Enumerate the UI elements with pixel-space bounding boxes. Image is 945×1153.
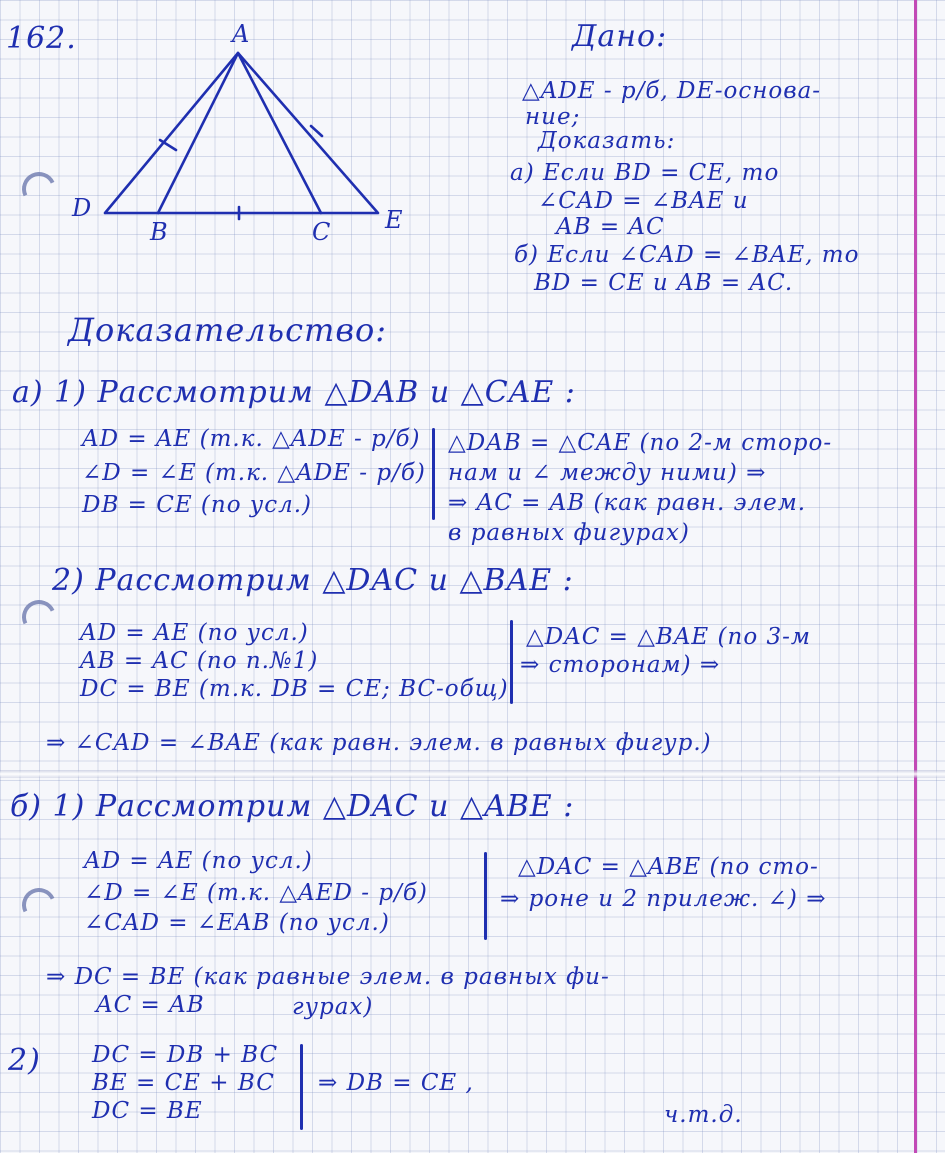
b2-line-1: DC = DB + BC <box>92 1042 279 1068</box>
a2-left-line-2: AB = AC (по п.№1) <box>80 648 319 674</box>
part-a1-title: а) 1) Рассмотрим △DAB и △CAE : <box>12 375 576 410</box>
given-line-a2: ∠CAD = ∠BAE и <box>538 188 749 214</box>
label-vertex-d: D <box>72 194 93 222</box>
given-line-a3: AB = AC <box>556 214 665 240</box>
a1-left-line-2: ∠D = ∠E (т.к. △ADE - р/б) <box>82 460 426 486</box>
proof-heading: Доказательство: <box>68 311 388 349</box>
a1-right-line-4: в равных фигурах) <box>448 520 690 546</box>
a2-left-line-1: AD = AE (по усл.) <box>80 620 309 646</box>
system-brace <box>510 620 513 704</box>
a1-left-line-1: AD = AE (т.к. △ADE - р/б) <box>82 426 421 452</box>
prove-heading: Доказать: <box>538 128 676 154</box>
qed-mark: ч.т.д. <box>664 1102 743 1128</box>
a1-right-line-2: нам и ∠ между ними) ⇒ <box>448 460 767 486</box>
b2-result: ⇒ DB = CE , <box>318 1070 474 1096</box>
b1-conclusion-line-2: AC = AB <box>96 992 205 1018</box>
triangle-ade <box>105 53 378 213</box>
part-a2-title: 2) Рассмотрим △DAC и △BAE : <box>52 563 574 598</box>
part-b1-title: б) 1) Рассмотрим △DAC и △ABE : <box>10 789 575 824</box>
label-point-b: B <box>150 218 169 246</box>
b2-line-2: BE = CE + BC <box>92 1070 275 1096</box>
b1-conclusion-line-3: гурах) <box>292 994 374 1020</box>
system-brace <box>432 428 435 520</box>
label-vertex-a: A <box>232 20 251 48</box>
a2-conclusion: ⇒ ∠CAD = ∠BAE (как равн. элем. в равных фигур.) <box>46 730 712 756</box>
a1-right-line-3: ⇒ AC = AB (как равн. элем. <box>448 490 807 516</box>
b1-left-line-3: ∠CAD = ∠EAB (по усл.) <box>84 910 390 936</box>
given-line-b1: б) Если ∠CAD = ∠BAE, то <box>514 242 860 268</box>
tick-mark-ae <box>311 126 322 136</box>
given-line-b2: BD = CE и AB = AC. <box>534 270 794 296</box>
b1-right-line-2: ⇒ роне и 2 прилеж. ∠) ⇒ <box>500 886 827 912</box>
b1-left-line-2: ∠D = ∠E (т.к. △AED - р/б) <box>84 880 428 906</box>
b1-left-line-1: AD = AE (по усл.) <box>84 848 313 874</box>
given-heading: Дано: <box>572 19 668 54</box>
b1-conclusion-line-1: ⇒ DC = BE (как равные элем. в равных фи- <box>46 964 610 990</box>
a1-right-line-1: △DAB = △CAE (по 2-м сторо- <box>448 430 833 456</box>
part-b2-label: 2) <box>8 1043 41 1078</box>
given-line-2: ние; <box>525 104 581 130</box>
given-line-a1: а) Если BD = CE, то <box>510 160 780 186</box>
b1-right-line-1: △DAC = △ABE (по сто- <box>518 854 819 880</box>
b2-line-3: DC = BE <box>92 1098 203 1124</box>
problem-number: 162. <box>6 21 77 56</box>
a2-right-line-1: △DAC = △BAE (по 3-м <box>526 624 811 650</box>
a1-left-line-3: DB = CE (по усл.) <box>82 492 313 518</box>
system-brace <box>484 852 487 940</box>
a2-left-line-3: DC = BE (т.к. DB = CE; BC-общ) <box>80 676 509 702</box>
label-vertex-e: E <box>385 206 404 234</box>
label-point-c: C <box>312 218 332 246</box>
a2-right-line-2: ⇒ сторонам) ⇒ <box>520 652 721 678</box>
given-line-1: △ADE - р/б, DE-основа- <box>522 78 822 104</box>
system-brace <box>300 1044 303 1130</box>
